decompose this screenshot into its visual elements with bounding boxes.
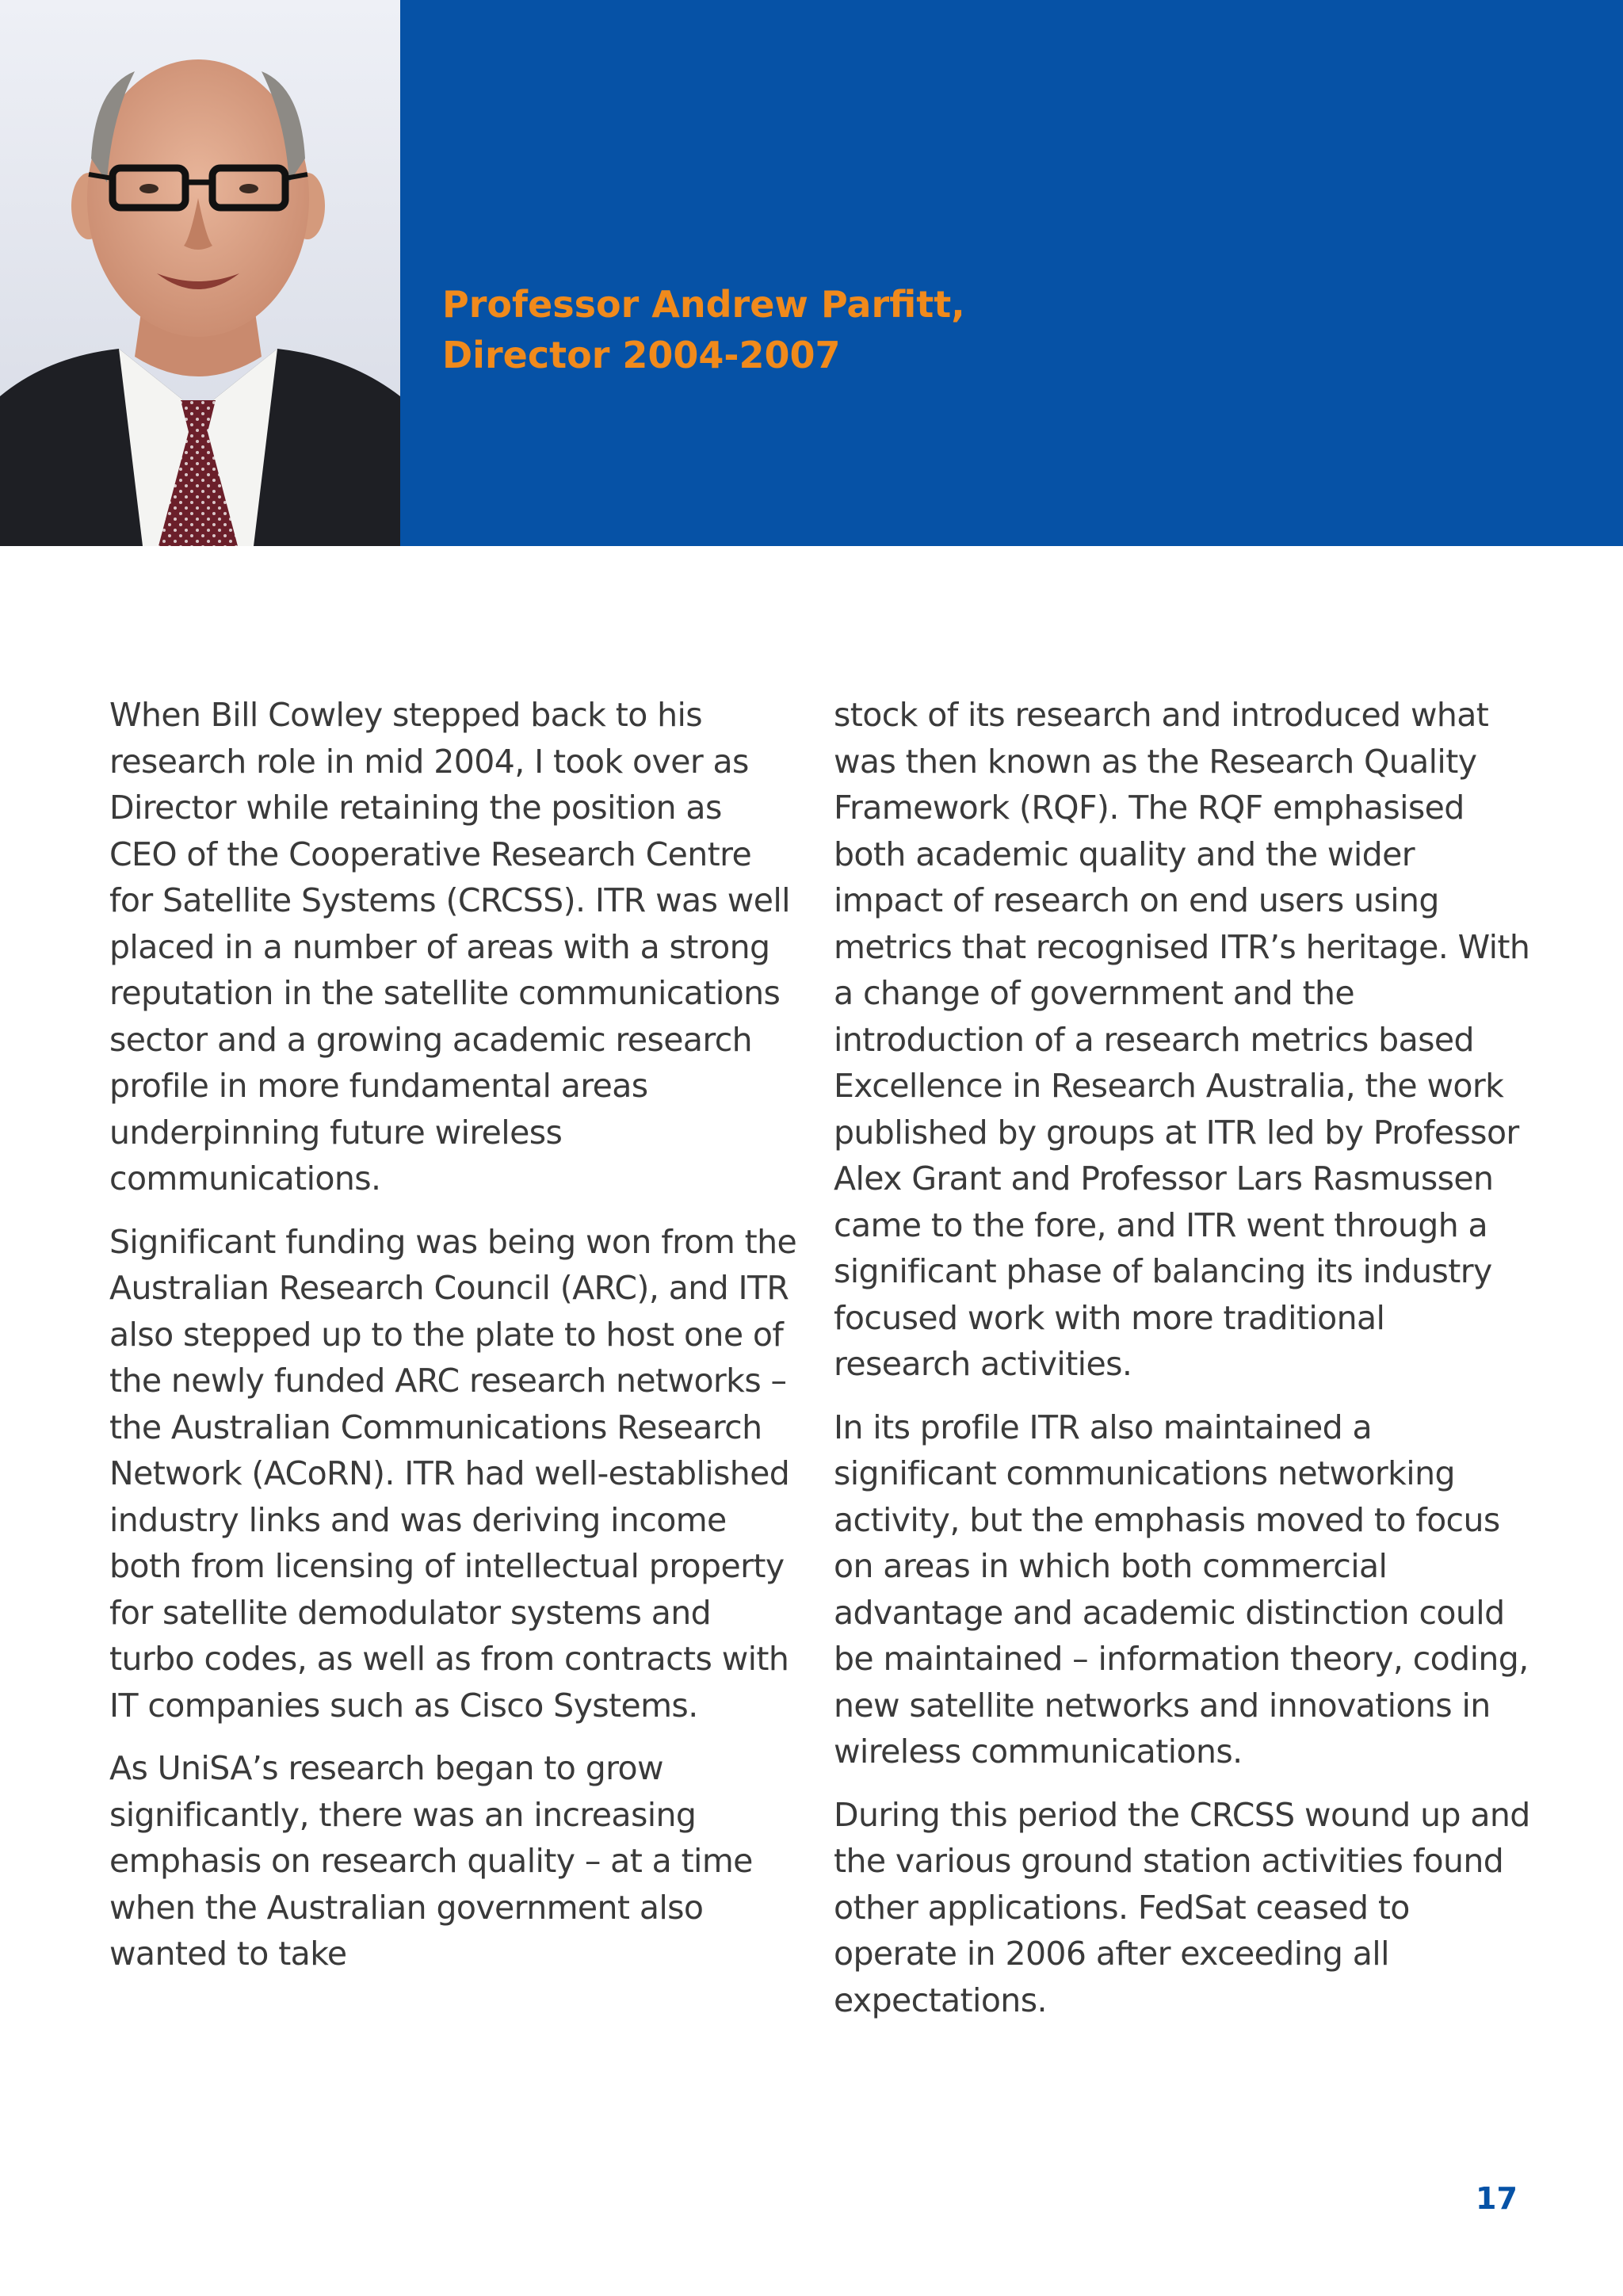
paragraph: When Bill Cowley stepped back to his research role in mid 2004, I took over as Director while retaining the position as CEO of the Cooperative Research Centre for Satellite Systems (CRCSS). ITR was well placed in a number of areas with a strong reputation in the satellite communications sector and a growing academic research profile in more fundamental areas underpinning future wireless communications. [109, 696, 790, 1198]
left-column [109, 692, 799, 1994]
page-heading [442, 279, 1314, 380]
paragraph: stock of its research and introduced what was then known as the Research Quality Framework (RQF). The RQF emphasised both academic quality and the wider impact of research on end users using metrics that recognised ITR’s heritage. With a change of government and the introduction of a research metrics based Excellence in Research Australia, the work published by groups at ITR led by Professor Alex Grant and Professor Lars Rasmussen came to the fore, and ITR went through a significant phase of balancing its industry focused work with more traditional research activities. [834, 696, 1530, 1383]
page-number: 17 [1476, 2181, 1518, 2216]
paragraph: Significant funding was being won from the Australian Research Council (ARC), and ITR also stepped up to the plate to host one of the newly funded ARC research networks – the Australian Communications Research Network (ACoRN). ITR had well-established industry links and was deriving income both from licensing of intellectual property for satellite demodulator systems and turbo codes, as well as from contracts with IT companies such as Cisco Systems. [109, 1222, 797, 1725]
heading-name: Professor Andrew Parfitt, [442, 283, 965, 326]
heading-role: Director 2004-2007 [442, 334, 841, 376]
paragraph: As UniSA’s research began to grow significantly, there was an increasing emphasis on research quality – at a time when the Australian government also wanted to take [109, 1749, 753, 1973]
portrait-photo [0, 0, 400, 546]
paragraph: During this period the CRCSS wound up and the various ground station activities found other applications. FedSat ceased to operate in 2006 after exceeding all expectations. [834, 1795, 1530, 2019]
right-column [834, 692, 1531, 2040]
paragraph: In its profile ITR also maintained a significant communications networking activity, but the emphasis moved to focus on areas in which both commercial advantage and academic distinction could be maintained – information theory, coding, new satellite networks and innovations in wireless communications. [834, 1408, 1529, 1771]
